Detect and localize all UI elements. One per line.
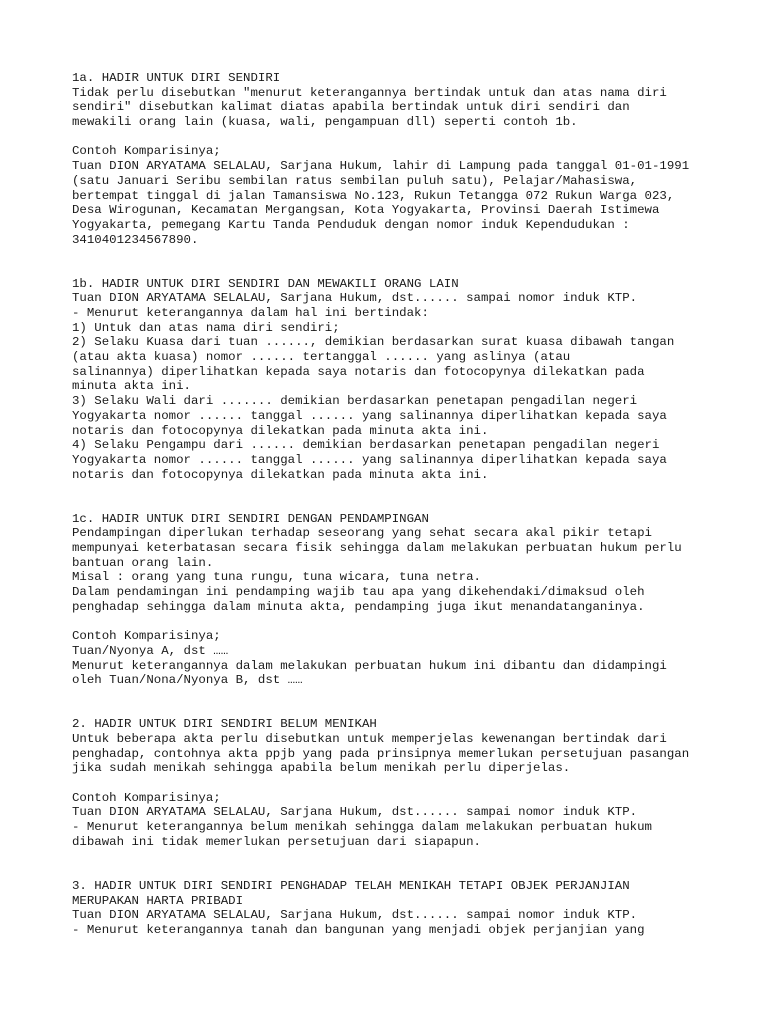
text-line: mewakili orang lain (kuasa, wali, pengampuan dll) seperti contoh 1b. [72, 115, 578, 130]
text-line: Tuan DION ARYATAMA SELALAU, Sarjana Hukum, dst...... sampai nomor induk KTP. [72, 805, 638, 820]
text-line: - Menurut keterangannya belum menikah sehingga dalam melakukan perbuatan hukum [72, 820, 652, 835]
text-line: (satu Januari Seribu sembilan ratus sembilan puluh satu), Pelajar/Mahasiswa, [72, 173, 638, 188]
text-line: Pendampingan diperlukan terhadap seseorang yang sehat secara akal pikir tetapi [72, 526, 652, 541]
text-line: oleh Tuan/Nona/Nyonya B, dst …… [72, 673, 303, 688]
text-line: Desa Wirogunan, Kecamatan Mergangsan, Kota Yogyakarta, Provinsi Daerah Istimewa [72, 203, 660, 218]
text-line: minuta akta ini. [72, 379, 191, 394]
section-1b [72, 277, 752, 483]
text-line: 1) Untuk dan atas nama diri sendiri; [72, 320, 340, 335]
example-2 [72, 791, 752, 850]
text-line: 3410401234567890. [72, 232, 199, 247]
section-1c [72, 512, 752, 615]
example-1c [72, 629, 752, 688]
text-line: Untuk beberapa akta perlu disebutkan untuk memperjelas kewenangan bertindak dari [72, 731, 667, 746]
document-page [72, 71, 752, 938]
text-line: (atau akta kuasa) nomor ...... tertanggal ...... yang aslinya (atau [72, 350, 571, 365]
text-line: 2) Selaku Kuasa dari tuan ......, demikian berdasarkan surat kuasa dibawah tangan [72, 335, 675, 350]
section-1a [72, 71, 752, 130]
heading-2: 2. HADIR UNTUK DIRI SENDIRI BELUM MENIKAH [72, 717, 377, 732]
text-line: bertempat tinggal di jalan Tamansiswa No.123, Rukun Tetangga 072 Rukun Warga 023, [72, 188, 675, 203]
text-line: dibawah ini tidak memerlukan persetujuan dari siapapun. [72, 834, 481, 849]
text-line: Menurut keterangannya dalam melakukan perbuatan hukum ini dibantu dan didampingi [72, 658, 667, 673]
text-line: Tuan DION ARYATAMA SELALAU, Sarjana Hukum, lahir di Lampung pada tanggal 01-01-1991 [72, 159, 690, 174]
text-line: notaris dan fotocopynya dilekatkan pada minuta akta ini. [72, 423, 489, 438]
text-line: penghadap sehingga dalam minuta akta, pendamping juga ikut menandatanganinya. [72, 599, 645, 614]
text-line: Yogyakarta nomor ...... tanggal ...... yang salinannya diperlihatkan kepada saya [72, 452, 667, 467]
text-line: Tuan DION ARYATAMA SELALAU, Sarjana Hukum, dst...... sampai nomor induk KTP. [72, 291, 638, 306]
text-line: notaris dan fotocopynya dilekatkan pada minuta akta ini. [72, 467, 489, 482]
section-2 [72, 717, 752, 776]
heading-3-cont: MERUPAKAN HARTA PRIBADI [72, 893, 244, 908]
text-line: sendiri" disebutkan kalimat diatas apabila bertindak untuk diri sendiri dan [72, 100, 630, 115]
text-line: penghadap, contohnya akta ppjb yang pada prinsipnya memerlukan persetujuan pasangan [72, 746, 690, 761]
example-heading: Contoh Komparisinya; [72, 629, 221, 644]
heading-1b: 1b. HADIR UNTUK DIRI SENDIRI DAN MEWAKILI ORANG LAIN [72, 276, 459, 291]
text-line: - Menurut keterangannya tanah dan bangunan yang menjadi objek perjanjian yang [72, 922, 645, 937]
example-heading: Contoh Komparisinya; [72, 790, 221, 805]
text-line: Yogyakarta, pemegang Kartu Tanda Penduduk dengan nomor induk Kependudukan : [72, 217, 630, 232]
section-3 [72, 879, 752, 938]
text-line: bantuan orang lain. [72, 555, 214, 570]
text-line: jika sudah menikah sehingga apabila belum menikah perlu diperjelas. [72, 761, 571, 776]
text-line: Tuan DION ARYATAMA SELALAU, Sarjana Hukum, dst...... sampai nomor induk KTP. [72, 908, 638, 923]
text-line: Misal : orang yang tuna rungu, tuna wicara, tuna netra. [72, 570, 481, 585]
text-line: Dalam pendamingan ini pendamping wajib tau apa yang dikehendaki/dimaksud oleh [72, 585, 645, 600]
example-1a [72, 144, 752, 247]
heading-1c: 1c. HADIR UNTUK DIRI SENDIRI DENGAN PENDAMPINGAN [72, 511, 429, 526]
example-heading: Contoh Komparisinya; [72, 144, 221, 159]
text-line: 3) Selaku Wali dari ....... demikian berdasarkan penetapan pengadilan negeri [72, 394, 638, 409]
text-line: mempunyai keterbatasan secara fisik sehingga dalam melakukan perbuatan hukum perlu [72, 541, 682, 556]
text-line: salinannya) diperlihatkan kepada saya notaris dan fotocopynya dilekatkan pada [72, 364, 645, 379]
text-line: 4) Selaku Pengampu dari ...... demikian berdasarkan penetapan pengadilan negeri [72, 438, 660, 453]
heading-1a: 1a. HADIR UNTUK DIRI SENDIRI [72, 71, 281, 85]
text-line: Tuan/Nyonya A, dst …… [72, 643, 229, 658]
text-line: Tidak perlu disebutkan "menurut keterangannya bertindak untuk dan atas nama diri [72, 85, 667, 100]
heading-3: 3. HADIR UNTUK DIRI SENDIRI PENGHADAP TELAH MENIKAH TETAPI OBJEK PERJANJIAN [72, 878, 630, 893]
text-line: - Menurut keterangannya dalam hal ini bertindak: [72, 306, 429, 321]
text-line: Yogyakarta nomor ...... tanggal ...... yang salinannya diperlihatkan kepada saya [72, 408, 667, 423]
